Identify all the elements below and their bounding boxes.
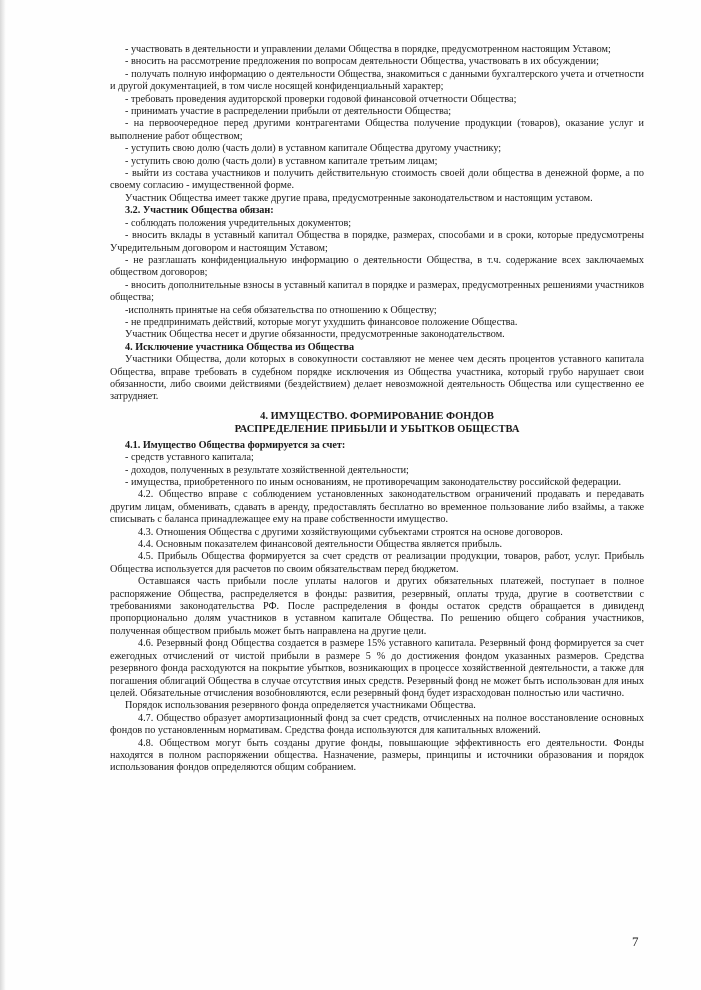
paragraph: 4.3. Отношения Общества с другими хозяйствующими субъектами строятся на основе договоров. [138,526,563,538]
paragraph: Оставшаяся часть прибыли после уплаты налогов и других обязательных платежей, поступает в полное распоряжение Общества, распределяется в фонды: развития, резервный, оплаты труда, другие в соответствии с требованиями законодательства РФ. После распределения в фонды остаток средств обращается в дивиденд пропорционально долям участников в уставном капитале Общества. По решению общего собрания участников, полученная обществом прибыль может быть направлена на другие цели. [110,576,644,637]
page-number: 7 [632,934,639,949]
paragraph: 4. Исключение участника Общества из Общества [125,341,355,353]
paragraph: 4.2. Общество вправе с соблюдением установленных законодательством ограничений продавать и передавать другим лицам, обменивать, сдавать в аренду, предоставлять бесплатно во временное пользование либо взаймы, а также списывать с баланса принадлежащее ему на праве собственности имущество. [110,489,644,526]
paragraph: - получать полную информацию о деятельности Общества, знакомиться с данными бухгалтерского учета и отчетности и другой документацией, в том числе носящей конфиденциальный характер; [110,68,644,93]
section-heading-line1: 4. ИМУЩЕСТВО. ФОРМИРОВАНИЕ ФОНДОВ [260,410,494,422]
paragraph: - соблюдать положения учредительных документов; [125,217,352,229]
paragraph: - принимать участие в распределении прибыли от деятельности Общества; [125,106,452,118]
paragraph: - вносить вклады в уставный капитал Общества в порядке, размерах, способами и в сроки, которые предусмотрены Учредительным договором и настоящим Уставом; [110,230,644,254]
paragraph: 4.1. Имущество Общества формируется за счет: [125,439,346,451]
paragraph: - на первоочередное перед другими контрагентами Общества получение продукции (товаров), оказание услуг и выполнение работ обществом; [110,118,644,142]
paragraph: - не предпринимать действий, которые могут ухудшить финансовое положение Общества. [125,316,518,328]
paragraph: Участник Общества несет и другие обязанности, предусмотренные законодательством. [125,329,505,341]
paragraph: 4.6. Резервный фонд Общества создается в размере 15% уставного капитала. Резервный фонд формируется за счет ежегодных отчислений от чистой прибыли в размере 5 % до достижения фондом указанных размеров. Средства резервного фонда расходуются на покрытие убытков, возникающих в процессе хозяйственной деятельности, а также для погашения облигаций Общества в случае отсутствия иных средств. Резервный фонд не может быть использован для иных целей. Обязательные отчисления возобновляются, если резервный фонд будет израсходован полностью или частично. [110,638,644,699]
rights-obligations-section [110,44,644,404]
paragraph: - имущества, приобретенного по иным основаниям, не противоречащим законодательству российской федерации. [125,477,622,488]
paragraph: 4.5. Прибыль Общества формируется за счет средств от реализации продукции, товаров, работ, услуг. Прибыль Общества используется для расчетов по своим обязательствам перед бюджетом. [110,551,644,575]
section-heading [110,410,644,436]
section-heading-line2: РАСПРЕДЕЛЕНИЕ ПРИБЫЛИ И УБЫТКОВ ОБЩЕСТВА [234,423,520,435]
paragraph: - уступить свою долю (часть доли) в уставном капитале Общества другому участнику; [125,143,502,155]
paragraph: - требовать проведения аудиторской проверки годовой финансовой отчетности Общества; [125,93,517,105]
paragraph: - выйти из состава участников и получить действительную стоимость своей доли общества в денежной форме, а по своему согласию - имущественной форме. [110,168,644,192]
paragraph: 4.8. Обществом могут быть созданы другие фонды, повышающие эффективность его деятельности. Фонды находятся в полном распоряжении общества. Назначение, размеры, принципы и источники образования и порядок использования фондов определяются общим собранием. [110,737,644,774]
paragraph: - вносить дополнительные взносы в уставный капитал в порядке и размерах, предусмотренных решениями участников общества; [110,279,644,304]
paragraph: Порядок использования резервного фонда определяется участниками Общества. [125,700,476,712]
property-funds-section [110,440,644,775]
paragraph: 3.2. Участник Общества обязан: [125,205,274,217]
paragraph: -исполнять принятые на себя обязательства по отношению к Обществу; [125,304,437,316]
paragraph: - средств уставного капитала; [125,452,254,464]
paragraph: 4.7. Общество образует амортизационный фонд за счет средств, отчисленных на полное восстановление основных фондов по установленным нормативам. Средства фонда используются для капитальных вложений. [110,712,644,737]
document-body [110,44,644,775]
paragraph: 4.4. Основным показателем финансовой деятельности Общества является прибыль. [138,539,503,551]
paragraph: Участник Общества имеет также другие права, предусмотренные законодательством и настоящим уставом. [125,192,593,204]
paragraph: - вносить на рассмотрение предложения по вопросам деятельности Общества, участвовать в их обсуждении; [125,56,599,68]
scan-edge-shadow [0,0,6,990]
paragraph: Участники Общества, доли которых в совокупности составляют не менее чем десять процентов уставного капитала Общества, вправе требовать в судебном порядке исключения из Общества участника, который грубо нарушает свои обязанности, либо своими действиями (бездействием) делает невозможной деятельность Общества или существенно ее затрудняет. [110,354,644,403]
paragraph: - не разглашать конфиденциальную информацию о деятельности Общества, в т.ч. содержание всех заключаемых обществом договоров; [110,254,644,279]
paragraph: - уступить свою долю (часть доли) в уставном капитале третьим лицам; [125,155,438,167]
paragraph: - доходов, полученных в результате хозяйственной деятельности; [125,464,409,476]
paragraph: - участвовать в деятельности и управлении делами Общества в порядке, предусмотренном настоящим Уставом; [125,44,611,55]
